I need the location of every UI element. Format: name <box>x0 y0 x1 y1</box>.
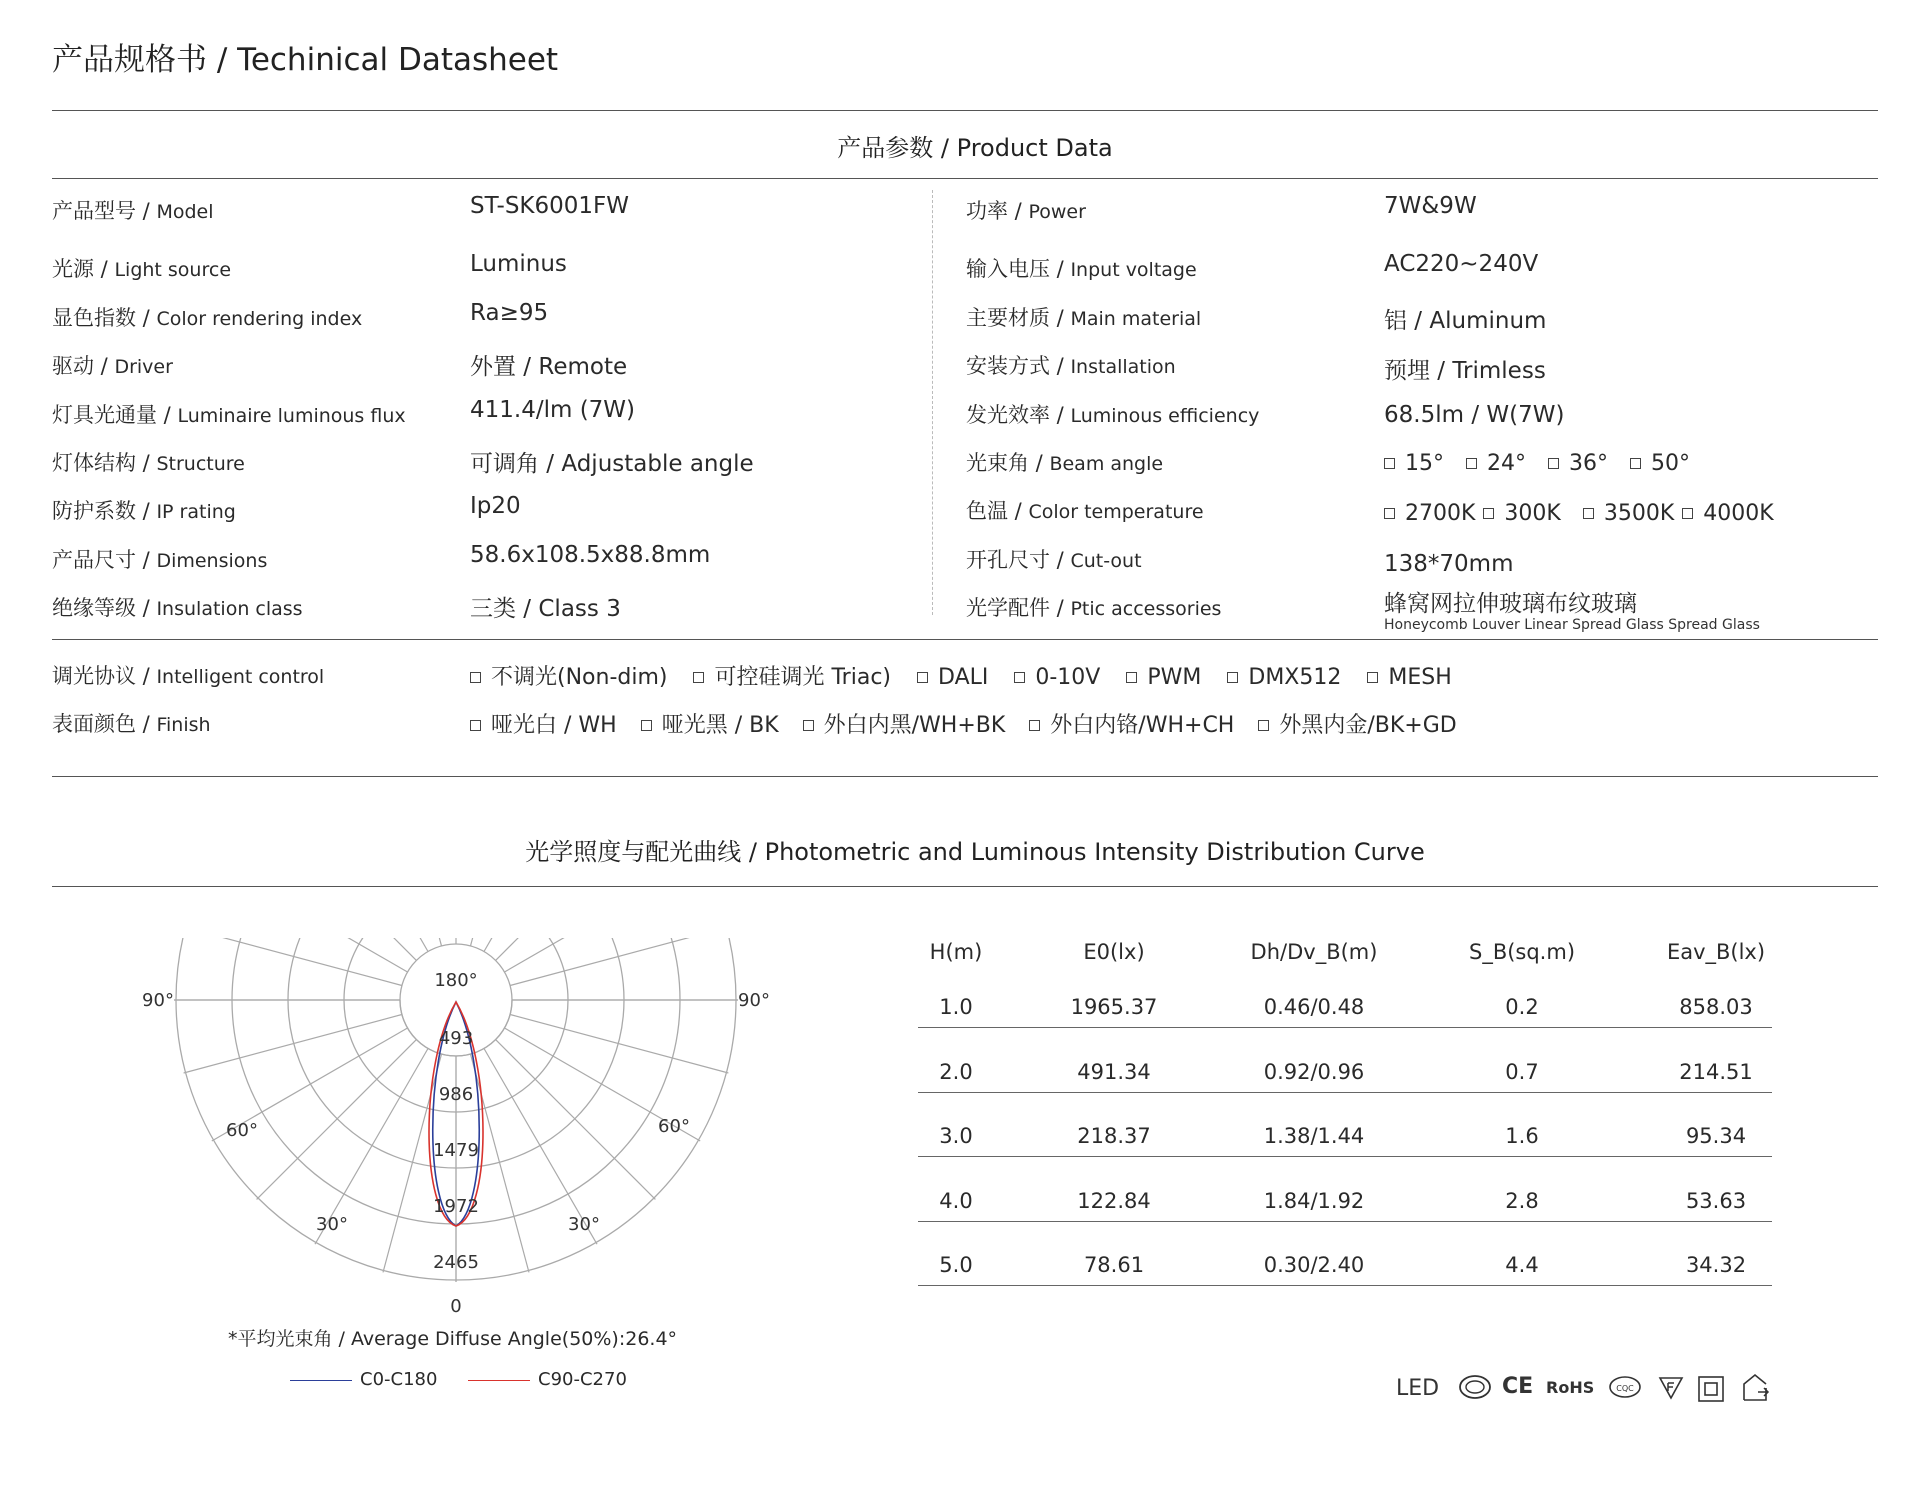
spec-label-cn: 防护系数 / <box>52 499 150 523</box>
spec-value-sub: Honeycomb Louver Linear Spread Glass Spread Glass <box>1384 617 1760 633</box>
spec-label <box>966 195 1086 225</box>
angle-label: 60° <box>226 1120 258 1141</box>
grid-spoke <box>470 920 528 946</box>
table-cell: 491.34 <box>1077 1059 1151 1084</box>
table-cell: 122.84 <box>1077 1188 1151 1213</box>
option-label: 外白内铬/WH+CH <box>1050 713 1235 738</box>
spec-label <box>52 399 406 429</box>
spec-value: 7W&9W <box>1384 193 1477 219</box>
divider <box>52 178 1878 179</box>
grid-spoke <box>470 1054 528 1272</box>
table-cell: 858.03 <box>1679 995 1753 1019</box>
table-header: Eav_B(lx) <box>1666 940 1766 964</box>
table-header: Dh/Dv_B(m) <box>1250 940 1378 964</box>
spec-label <box>966 592 1221 622</box>
table-cell: 2.8 <box>1505 1188 1539 1213</box>
table-cell: 0.30/2.40 <box>1263 1253 1365 1277</box>
option-label: 外白内黑/WH+BK <box>823 713 1006 738</box>
checkbox[interactable] <box>693 672 704 683</box>
ce-mark: CE <box>1502 1374 1534 1399</box>
row-divider <box>918 1156 1772 1157</box>
option-label: DMX512 <box>1248 665 1342 690</box>
spec-value: 三类 / Class 3 <box>470 596 621 622</box>
spec-value: ST-SK6001FW <box>470 193 630 219</box>
row-divider <box>918 1285 1772 1286</box>
option-row <box>470 708 1481 739</box>
table-cell: 53.63 <box>1685 1188 1747 1213</box>
table-cell: 0.7 <box>1505 1059 1539 1084</box>
column-divider <box>932 190 933 615</box>
row-divider <box>918 1092 1772 1093</box>
grid-spoke <box>383 1054 441 1272</box>
angle-label: 90° <box>142 990 174 1011</box>
spec-options <box>1384 501 1782 526</box>
checkbox[interactable] <box>1548 458 1559 469</box>
spec-value: 铝 / Aluminum <box>1384 308 1547 334</box>
product-data-title: 产品参数 / Product Data <box>837 134 1113 162</box>
option-label: 不调光(Non-dim) <box>491 665 668 690</box>
spec-value: Ip20 <box>470 493 521 519</box>
angle-label: 90° <box>738 990 770 1011</box>
f-mark-icon <box>1658 1376 1684 1400</box>
radial-label: 1972 <box>433 1196 479 1217</box>
spec-value: 68.5lm / W(7W) <box>1384 402 1565 428</box>
divider <box>52 886 1878 887</box>
table-cell: 5.0 <box>939 1253 973 1277</box>
spec-label <box>966 253 1197 283</box>
spec-label-cn: 显色指数 / <box>52 306 150 330</box>
row-divider <box>918 1221 1772 1222</box>
spec-label-en: Light source <box>114 259 232 281</box>
checkbox[interactable] <box>1126 672 1137 683</box>
spec-label-cn: 驱动 / <box>52 354 108 378</box>
spec-label-en: Color temperature <box>1028 501 1204 523</box>
option-label: 哑光白 / WH <box>491 713 617 738</box>
checkbox[interactable] <box>1630 458 1641 469</box>
spec-value: 58.6x108.5x88.8mm <box>470 542 711 568</box>
spec-label <box>52 195 214 225</box>
table-cell: 1.84/1.92 <box>1263 1188 1365 1213</box>
spec-label-en: IP rating <box>156 501 236 523</box>
spec-label-cn: 光束角 / <box>966 451 1043 475</box>
legend-swatch <box>468 1380 530 1381</box>
spec-label-cn: 灯具光通量 / <box>52 403 171 427</box>
checkbox[interactable] <box>1227 672 1238 683</box>
divider <box>52 110 1878 111</box>
checkbox[interactable] <box>470 672 481 683</box>
checkbox[interactable] <box>1384 458 1395 469</box>
table-cell: 0.92/0.96 <box>1263 1059 1365 1084</box>
option-label: 3500K <box>1603 501 1675 526</box>
spec-label-en: Model <box>156 201 214 223</box>
grid-spoke <box>383 920 441 946</box>
table-header: H(m) <box>929 940 983 964</box>
spec-label-cn: 光源 / <box>52 257 108 281</box>
spec-value: Ra≥95 <box>470 300 549 326</box>
double-insulation-icon <box>1698 1376 1724 1402</box>
radial-label: 493 <box>438 1028 474 1049</box>
option-label: 15° <box>1405 451 1444 476</box>
cqc-label: CQC <box>1616 1384 1634 1393</box>
spec-label <box>966 495 1204 525</box>
checkbox[interactable] <box>1384 508 1395 519</box>
table-cell: 2.0 <box>939 1059 973 1084</box>
spec-label-en: Input voltage <box>1070 259 1197 281</box>
radial-label: 2465 <box>433 1252 479 1273</box>
spec-label-cn: 绝缘等级 / <box>52 596 150 620</box>
spec-label-cn: 灯体结构 / <box>52 451 150 475</box>
spec-label-cn: 安装方式 / <box>966 354 1064 378</box>
checkbox[interactable] <box>1258 720 1269 731</box>
option-label: 哑光黑 / BK <box>661 713 779 738</box>
spec-label-en: Dimensions <box>156 550 268 572</box>
option-label: 0-10V <box>1035 665 1101 690</box>
spec-value: AC220~240V <box>1384 251 1539 277</box>
spec-value: 外置 / Remote <box>470 354 628 380</box>
spec-value: 138*70mm <box>1384 551 1514 577</box>
divider <box>52 639 1878 640</box>
spec-label-cn: 产品型号 / <box>52 199 150 223</box>
option-label: 24° <box>1487 451 1526 476</box>
spec-label-cn: 开孔尺寸 / <box>966 548 1064 572</box>
table-cell: 78.61 <box>1083 1253 1145 1277</box>
table-cell: 3.0 <box>939 1124 973 1148</box>
grid-spoke <box>184 1014 402 1072</box>
spec-label <box>966 447 1163 477</box>
spec-label <box>52 253 231 283</box>
spec-value: Luminus <box>470 251 567 277</box>
option-row <box>470 660 1478 691</box>
option-label: PWM <box>1147 665 1202 690</box>
spec-label-en: Ptic accessories <box>1070 598 1222 620</box>
spec-label <box>966 544 1142 574</box>
option-label: MESH <box>1388 665 1452 690</box>
table-cell: 1965.37 <box>1070 995 1158 1019</box>
legend-label: C90-C270 <box>538 1369 627 1390</box>
grid-spoke <box>496 1040 656 1200</box>
spec-label-cn: 输入电压 / <box>966 257 1064 281</box>
table-cell: 0.2 <box>1505 995 1539 1019</box>
indoor-use-icon <box>1740 1372 1770 1402</box>
spec-value: 可调角 / Adjustable angle <box>470 451 754 477</box>
legend-label: C0-C180 <box>360 1369 438 1390</box>
row-divider <box>918 1027 1772 1028</box>
grid-spoke <box>496 920 656 960</box>
checkbox[interactable] <box>641 720 652 731</box>
ccc-icon <box>1458 1374 1492 1400</box>
table-cell: 214.51 <box>1679 1059 1753 1084</box>
spec-label <box>966 399 1259 429</box>
spec-label-en: Color rendering index <box>156 308 363 330</box>
option-label: DALI <box>938 665 989 690</box>
checkbox[interactable] <box>803 720 814 731</box>
grid-spoke <box>184 927 402 985</box>
divider <box>52 776 1878 777</box>
checkbox[interactable] <box>470 720 481 731</box>
option-label: 外黑内金/BK+GD <box>1279 713 1457 738</box>
checkbox[interactable] <box>1014 672 1025 683</box>
angle-label: 180° <box>434 970 478 991</box>
radial-label: 1479 <box>433 1140 479 1161</box>
table-cell: 95.34 <box>1685 1124 1747 1148</box>
spec-value: 411.4/lm (7W) <box>470 397 636 423</box>
spec-label-en: Installation <box>1070 356 1176 378</box>
grid-spoke <box>504 920 700 972</box>
grid-spoke <box>510 927 728 985</box>
spec-label-en: Luminous efficiency <box>1070 405 1260 427</box>
radial-label: 986 <box>438 1084 474 1105</box>
photometric-title: 光学照度与配光曲线 / Photometric and Luminous Intensity Distribution Curve <box>525 838 1425 866</box>
spec-label <box>52 495 236 525</box>
spec-label-en: Driver <box>114 356 173 378</box>
control-label: 调光协议 / Intelligent control <box>52 664 325 688</box>
beam-angle-note: *平均光束角 / Average Diffuse Angle(50%):26.4° <box>228 1328 678 1350</box>
polar-diagram <box>100 920 840 1380</box>
rohs-mark: RoHS <box>1546 1378 1595 1397</box>
option-label: 36° <box>1569 451 1608 476</box>
spec-label <box>52 302 362 332</box>
spec-label-cn: 色温 / <box>966 499 1022 523</box>
spec-label <box>52 592 303 622</box>
angle-label: 0 <box>450 1296 462 1317</box>
spec-label-en: Main material <box>1070 308 1202 330</box>
spec-label-en: Cut-out <box>1070 550 1142 572</box>
spec-options <box>1384 451 1712 476</box>
angle-label: 30° <box>568 1214 600 1235</box>
table-cell: 218.37 <box>1077 1124 1151 1148</box>
page-title: 产品规格书 / Techinical Datasheet <box>52 42 559 78</box>
checkbox[interactable] <box>1583 508 1594 519</box>
spec-label-en: Insulation class <box>156 598 303 620</box>
spec-label-cn: 光学配件 / <box>966 596 1064 620</box>
spec-label-en: Structure <box>156 453 245 475</box>
checkbox[interactable] <box>1682 508 1693 519</box>
checkbox[interactable] <box>1466 458 1477 469</box>
option-label: 50° <box>1651 451 1690 476</box>
table-cell: 1.6 <box>1505 1124 1539 1148</box>
spec-label <box>52 447 245 477</box>
table-cell: 34.32 <box>1685 1253 1747 1277</box>
angle-label: 30° <box>316 1214 348 1235</box>
option-label: 4000K <box>1703 501 1774 526</box>
option-label: 2700K <box>1405 501 1476 526</box>
spec-label-cn: 功率 / <box>966 199 1022 223</box>
table-cell: 4.4 <box>1505 1253 1539 1277</box>
led-mark: LED <box>1396 1376 1440 1401</box>
spec-label-en: Beam angle <box>1049 453 1164 475</box>
spec-label-en: Power <box>1028 201 1086 223</box>
spec-label <box>52 350 173 380</box>
finish-label: 表面颜色 / Finish <box>52 712 211 736</box>
spec-label <box>52 544 267 574</box>
spec-value: 预埋 / Trimless <box>1384 358 1546 384</box>
table-cell: 1.0 <box>939 995 973 1019</box>
option-label: 可控硅调光 Triac) <box>714 665 892 690</box>
table-cell: 1.38/1.44 <box>1263 1124 1365 1148</box>
table-cell: 4.0 <box>939 1188 973 1213</box>
checkbox[interactable] <box>917 672 928 683</box>
spec-value: 蜂窝网拉伸玻璃布纹玻璃 <box>1384 591 1637 617</box>
spec-label-en: Luminaire luminous flux <box>177 405 406 427</box>
table-cell: 0.46/0.48 <box>1263 995 1365 1019</box>
option-label: 300K <box>1504 501 1561 526</box>
spec-label-cn: 发光效率 / <box>966 403 1064 427</box>
checkbox[interactable] <box>1483 508 1494 519</box>
grid-spoke <box>212 920 408 972</box>
table-header: E0(lx) <box>1083 940 1145 964</box>
checkbox[interactable] <box>1029 720 1040 731</box>
spec-label <box>966 302 1201 332</box>
grid-spoke <box>315 920 428 952</box>
grid-spoke <box>257 1040 417 1200</box>
grid-spoke <box>484 920 597 952</box>
grid-spoke <box>510 1014 728 1072</box>
spec-label <box>966 350 1176 380</box>
checkbox[interactable] <box>1367 672 1378 683</box>
spec-label-cn: 主要材质 / <box>966 306 1064 330</box>
angle-label: 60° <box>658 1116 690 1137</box>
cqc-icon <box>1608 1374 1642 1400</box>
legend-swatch <box>290 1380 352 1381</box>
spec-label-cn: 产品尺寸 / <box>52 548 150 572</box>
grid-spoke <box>257 920 417 960</box>
table-header: S_B(sq.m) <box>1468 940 1576 964</box>
